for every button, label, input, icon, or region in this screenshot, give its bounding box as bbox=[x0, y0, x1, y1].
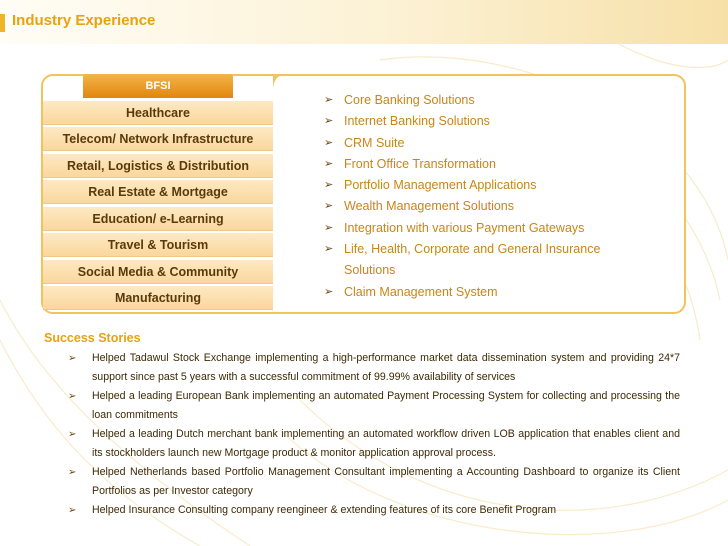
solution-item bbox=[322, 218, 652, 239]
tab-social-media[interactable]: Social Media & Community bbox=[43, 260, 273, 284]
arrow-bullet-icon: ➢ bbox=[68, 353, 77, 364]
story-item bbox=[68, 425, 680, 463]
arrow-bullet-icon: ➢ bbox=[68, 467, 77, 478]
solution-item bbox=[322, 154, 652, 175]
page-title: Industry Experience bbox=[12, 12, 156, 29]
solution-label: Claim Management System bbox=[344, 284, 498, 299]
story-text: Helped a leading Dutch merchant bank implementing an automated workflow driven LOB application that enables client and its stockholders launch new Mortgage product & monitor application approval process. bbox=[92, 428, 680, 459]
arrow-bullet-icon: ➢ bbox=[324, 115, 334, 128]
story-item bbox=[68, 349, 680, 387]
header-accent-bar bbox=[0, 14, 5, 32]
solution-item bbox=[322, 239, 644, 282]
tab-telecom[interactable]: Telecom/ Network Infrastructure bbox=[43, 127, 273, 151]
arrow-bullet-icon: ➢ bbox=[324, 243, 334, 256]
story-text: Helped Insurance Consulting company reengineer & extending features of its core Benefit Program bbox=[92, 504, 557, 516]
tab-real-estate[interactable]: Real Estate & Mortgage bbox=[43, 180, 273, 204]
solution-label: Wealth Management Solutions bbox=[344, 199, 515, 214]
story-item bbox=[68, 463, 680, 501]
solution-label: Integration with various Payment Gateways bbox=[344, 220, 585, 235]
solution-item bbox=[322, 282, 652, 303]
solution-label: Internet Banking Solutions bbox=[344, 114, 490, 129]
arrow-bullet-icon: ➢ bbox=[324, 136, 334, 149]
tab-travel[interactable]: Travel & Tourism bbox=[43, 233, 273, 257]
tab-bfsi[interactable]: BFSI bbox=[83, 74, 233, 98]
arrow-bullet-icon: ➢ bbox=[324, 200, 334, 213]
tab-manufacturing[interactable]: Manufacturing bbox=[43, 286, 273, 310]
arrow-bullet-icon: ➢ bbox=[68, 505, 77, 516]
solution-item bbox=[322, 196, 652, 217]
success-stories-title: Success Stories bbox=[44, 331, 141, 345]
arrow-bullet-icon: ➢ bbox=[324, 157, 334, 170]
story-item bbox=[68, 387, 680, 425]
story-item bbox=[68, 501, 680, 520]
story-text: Helped a leading European Bank implementing an automated Payment Processing System for collecting and processing the loan commitments bbox=[92, 390, 680, 421]
story-text: Helped Tadawul Stock Exchange implementing a high-performance market data dissemination system and providing 24*7 support since past 5 years with a successful commitment of 99.99% availability of services bbox=[92, 352, 680, 383]
tab-healthcare[interactable]: Healthcare bbox=[43, 101, 273, 125]
arrow-bullet-icon: ➢ bbox=[68, 391, 77, 402]
success-stories-section bbox=[44, 331, 694, 520]
tab-education[interactable]: Education/ e-Learning bbox=[43, 207, 273, 231]
tab-retail-logistics[interactable]: Retail, Logistics & Distribution bbox=[43, 154, 273, 178]
solution-item bbox=[322, 111, 652, 132]
solution-label: Life, Health, Corporate and General Insurance Solutions bbox=[344, 242, 601, 278]
solution-label: CRM Suite bbox=[344, 135, 405, 150]
story-text: Helped Netherlands based Portfolio Management Consultant implementing a Accounting Dashboard to organize its Client Portfolios as per Investor category bbox=[92, 466, 680, 497]
arrow-bullet-icon: ➢ bbox=[68, 429, 77, 440]
arrow-bullet-icon: ➢ bbox=[324, 94, 334, 106]
solution-label: Core Banking Solutions bbox=[344, 93, 475, 107]
solutions-list bbox=[322, 90, 652, 303]
solution-item bbox=[322, 90, 652, 111]
solution-item bbox=[322, 133, 652, 154]
industry-tabs bbox=[43, 74, 273, 313]
arrow-bullet-icon: ➢ bbox=[324, 179, 334, 192]
arrow-bullet-icon: ➢ bbox=[324, 285, 334, 298]
solution-item bbox=[322, 175, 652, 196]
tab-connector bbox=[273, 74, 313, 88]
solution-label: Front Office Transformation bbox=[344, 156, 496, 171]
success-stories-list bbox=[44, 349, 694, 520]
arrow-bullet-icon: ➢ bbox=[324, 221, 334, 234]
solution-label: Portfolio Management Applications bbox=[344, 178, 537, 193]
